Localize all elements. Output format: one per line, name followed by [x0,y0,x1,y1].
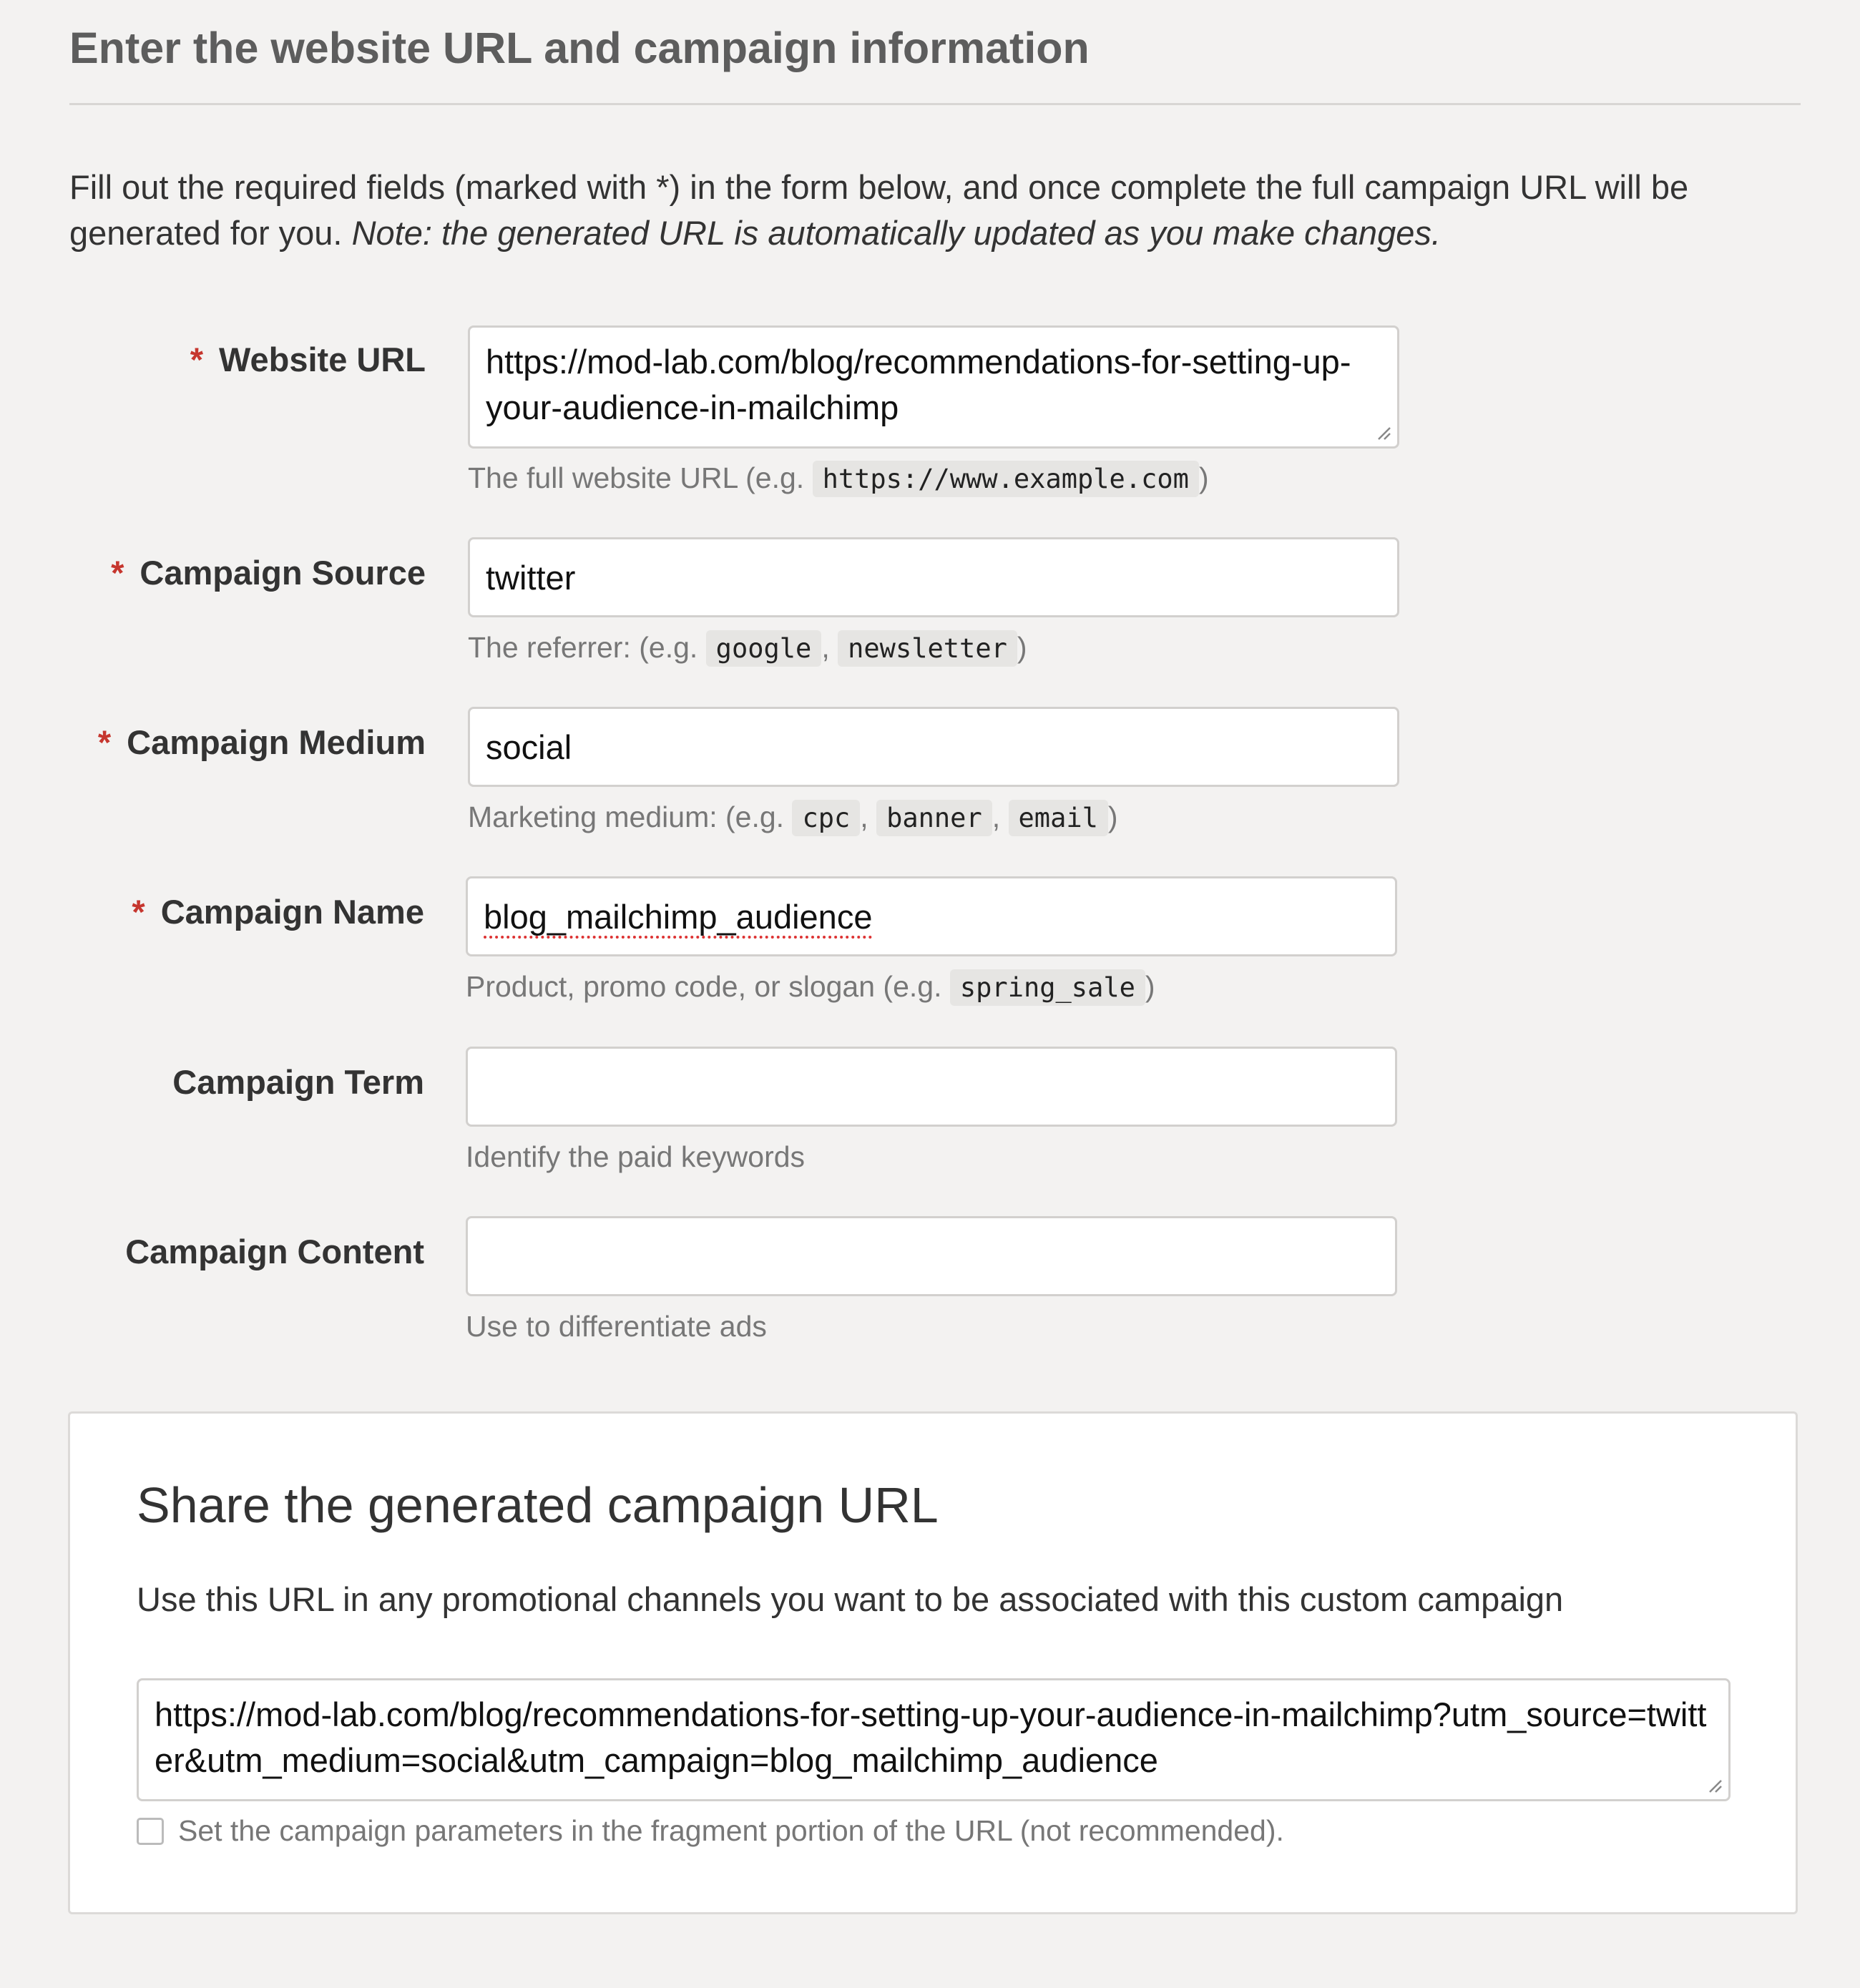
website-url-value: https://mod-lab.com/blog/recommendations-for-setting-up-your-audience-in-mailchimp [486,343,1351,426]
required-marker: * [190,341,203,378]
example-code: https://www.example.com [813,461,1199,497]
website-url-label: * Website URL [190,341,426,378]
intro-main: Fill out the required fields (marked with *) in the form below, and once complete the full campaign URL will be generated for you. [69,168,1689,252]
example-code: banner [876,800,992,836]
resize-handle-icon[interactable] [1707,1778,1723,1793]
example-code: newsletter [838,630,1017,667]
intro-text [69,165,1815,256]
share-title: Share the generated campaign URL [137,1477,939,1533]
fragment-checkbox[interactable] [137,1818,164,1845]
campaign-term-help: Identify the paid keywords [466,1140,806,1173]
campaign-medium-value: social [486,728,572,766]
share-panel [68,1411,1798,1914]
campaign-content-label: Campaign Content [125,1233,424,1270]
section-heading: Enter the website URL and campaign information [69,14,1801,105]
campaign-medium-label: * Campaign Medium [97,723,426,761]
example-code: email [1009,800,1108,836]
campaign-content-input[interactable] [466,1216,1397,1296]
share-description: Use this URL in any promotional channels you want to be associated with this custom campaign [137,1580,1564,1618]
fragment-option[interactable] [137,1814,1284,1848]
campaign-medium-help: Marketing medium: (e.g. cpc , banner , email ) [468,795,1118,840]
intro-note: Note: the generated URL is automatically updated as you make changes. [351,214,1441,252]
required-marker: * [97,723,112,761]
generated-url-value: https://mod-lab.com/blog/recommendations-for-setting-up-your-audience-in-mailchimp?utm_source=twitter&utm_medium=social&utm_campaign=blog_mailchimp_audience [155,1695,1707,1779]
website-url-help: The full website URL (e.g. https://www.example.com ) [468,456,1209,501]
campaign-name-input[interactable] [466,876,1397,956]
campaign-source-value: twitter [486,559,576,597]
generated-url-field[interactable] [137,1678,1731,1801]
required-marker: * [132,893,145,931]
campaign-content-help: Use to differentiate ads [466,1310,767,1343]
example-code: cpc [792,800,860,836]
campaign-source-input[interactable] [468,537,1399,617]
example-code: google [706,630,822,667]
website-url-field[interactable] [468,325,1399,449]
campaign-source-help: The referrer: (e.g. google , newsletter ) [468,626,1027,670]
campaign-term-input[interactable] [466,1047,1397,1127]
campaign-source-label: * Campaign Source [111,554,426,592]
campaign-name-value: blog_mailchimp_audience [484,898,873,936]
resize-handle-icon[interactable] [1376,425,1391,441]
required-marker: * [111,554,124,592]
campaign-name-label: * Campaign Name [132,893,424,931]
campaign-term-label: Campaign Term [172,1063,424,1101]
campaign-medium-input[interactable] [468,707,1399,787]
campaign-name-help: Product, promo code, or slogan (e.g. spring_sale ) [466,965,1155,1009]
example-code: spring_sale [950,969,1145,1006]
fragment-checkbox-label[interactable]: Set the campaign parameters in the fragment portion of the URL (not recommended). [178,1814,1284,1847]
